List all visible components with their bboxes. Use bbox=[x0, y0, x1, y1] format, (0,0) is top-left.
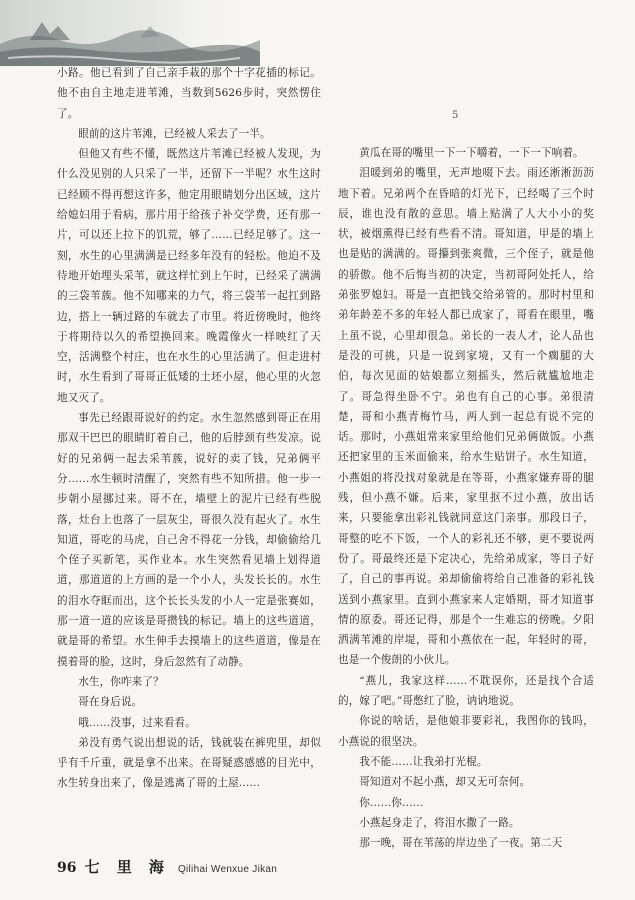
paragraph: 眼前的这片苇滩，已经被人采去了一半。 bbox=[78, 127, 271, 140]
paragraph: 黄瓜在哥的嘴里一下一下嚼着，一下一下响着。 bbox=[359, 147, 584, 159]
paragraph: 哥知道对不起小燕，却又无可奈何。 bbox=[359, 776, 531, 789]
page-footer bbox=[57, 856, 277, 878]
paragraph: 你说的啥话，是他娘非要彩礼，我图你的钱吗，小燕说的很坚决。 bbox=[338, 715, 594, 748]
paragraph: 我不能……让我弟打光棍。 bbox=[359, 755, 488, 768]
page-number: 96 bbox=[57, 860, 77, 876]
right-text-column bbox=[338, 143, 594, 853]
paragraph: 泪暖到弟的嘴里，无声地啜下去。雨还淅淅沥沥地下着。兄弟两个在昏暗的灯光下，已经喝了三个时辰，谁也没有散的意思。墙上贴满了人大小小的奖状，被烟熏得已经有些看不清。哥知道，甲是的墙上也是贴的满满的。哥攥到张爽微，三个侄子，就是他的骄傲。他不后悔当初的决定，当初哥阿处托人，给弟张罗媳妇。哥是一直把钱交给弟管的。那时村里和弟年龄差不多的年轻人都已成家了，哥看在眼里，嘴上虽不说，心里却很急。弟长的一表人才，论人品也是没的可挑，只是一说到家境，又有一个瘸腿的大伯，每次见面的姑娘都立刻摇头，然后就尴尬地走了。哥急得坐卧不宁。弟也有自己的心事。弟很清楚，哥和小燕青梅竹马，两人到一起总有说不完的话。那时，小燕姐常来家里给他们兄弟俩做饭。小燕还把家里的玉米面偷来，给水生贴饼子。水生知道，小燕姐的将没找对象就是在等哥，小燕家嫌弃哥的腿残，但小燕不嫌。后来，家里抠不过小燕，放出话来，只要能拿出彩礼钱就同意这门亲事。那段日子，哥整的吃不下饭，一个人的彩礼还不够，更不要说两份了。哥最终还是下定决心，先给弟成家，等日子好了，自己的事再说。弟却偷偷将给自己准备的彩礼钱送到小燕家里。直到小燕家来人定婚期，哥才知道事情的原委。哥还记得，那是个一生难忘的傍晚。夕阳洒满苇滩的岸堤，哥和小燕依在一起，年轻时的哥，也是一个俊朗的小伙儿。 bbox=[338, 167, 594, 667]
paragraph: 你……你…… bbox=[359, 796, 424, 809]
paragraph: 小路。他已看到了自己亲手栽的那个十字花插的标记。他不由自主地走进苇滩，当数到5626步时，突然愣住了。 bbox=[57, 67, 321, 120]
paragraph: 事先已经跟哥说好的约定。水生忽然感到哥正在用那双干巴巴的眼睛盯着自己，他的后脖颈有些发凉。说好的兄弟俩一起去采苇蔟，说好的卖了钱，兄弟俩平分……水生顿时清醒了，突然有些不知所措。他一步一步朝小屋挪过来。哥不在，墙壁上的泥片已经有些脱落，灶台上也落了一层灰尘，哥很久没有起火了。水生知道，哥吃的马虎，自己舍不得花一分钱，却偷偷给几个侄子买新笔，买作业本。水生突然看见墙上划得道道，那道道的上方画的是一个小人，头发长长的。水生的泪水夺眶而出，这个长长头发的小人一定是张赛如，那一道一道的应该是哥攒钱的标记。墙上的这些道道，就是哥的希望。水生伸手去摸墙上的这些道道，像是在摸着哥的脸，这时，身后忽然有了动静。 bbox=[57, 412, 321, 668]
section-number: 5 bbox=[452, 110, 459, 121]
paragraph: 水生，你咋来了？ bbox=[78, 675, 164, 688]
paragraph: 但他又有些不懂，既然这片苇滩已经被人发现，为什么没见别的人只采了一半，还留下一半呢？水生这时已经顾不得再想这许多，他定用眼睛划分出区域，这片给媳妇用于看病，那片用于给孩子补交学费，还有那一片，可以还上拉下的饥荒，够了……已经足够了。这一刻，水生的心里满满是已经多年没有的轻松。他迫不及待地开始埋头采苇，就这样忙到上午时，已经采了满满的三袋苇蔟。他不知哪来的力气，将三袋苇一起扛到路边，搭上一辆过路的车就去了市里。将近傍晚时，他终于将期待以久的希望换回来。晚霞像火一样映红了天空，活满整个村庄，也在水生的心里活满了。但走进村时，水生看到了哥哥正低矮的土坯小屋，他心里的火忽地又灭了。 bbox=[57, 148, 321, 404]
magazine-pinyin: Qilihai Wenxue Jikan bbox=[177, 864, 278, 875]
header-ink-landscape bbox=[0, 0, 260, 66]
paragraph: 那一晚，哥在苇荡的岸边坐了一夜。第二天 bbox=[359, 837, 563, 850]
paragraph: 弟没有勇气说出想说的话，钱就装在裤兜里，却似乎有千斤重，就是拿不出来。在哥疑惑感感的目光中，水生转身出来了，像是逃离了哥的土屋…… bbox=[57, 736, 321, 790]
ink-landscape-illustration-icon bbox=[0, 0, 260, 66]
paragraph: 哥在身后说。 bbox=[78, 696, 143, 709]
left-text-column bbox=[57, 63, 321, 794]
paragraph: 小燕起身走了，将泪水撒了一路。 bbox=[359, 816, 520, 829]
magazine-title: 七 里 海 bbox=[84, 858, 170, 876]
paragraph: 哦……没事，过来看看。 bbox=[78, 716, 196, 729]
paragraph: “燕儿，我家这样……不耽误你，还是找个合适的，嫁了吧。”哥憋红了脸，讷讷地说。 bbox=[338, 674, 594, 708]
